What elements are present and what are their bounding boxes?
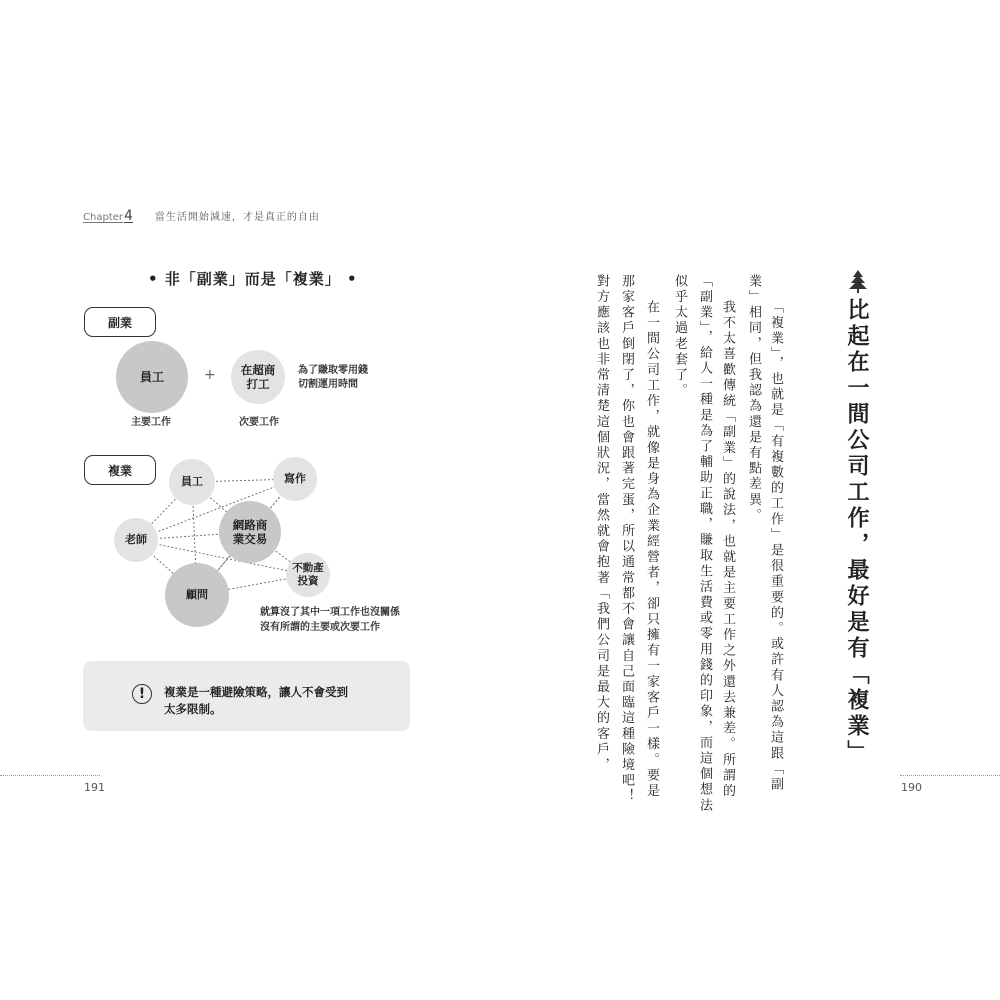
body-column-6: 在一間公司工作，就像是身為企業經營者，卻只擁有一家客戶一樣。要是: [644, 300, 659, 800]
note-text: 複業是一種避險策略，讓人不會受到 太多限制。: [164, 685, 348, 716]
section-title: • 非「副業」而是「複業」 •: [148, 270, 358, 288]
node-teacher-label: 老師: [125, 533, 147, 547]
node-employee: [169, 459, 215, 505]
secondary-job-label: 次要工作: [239, 417, 279, 428]
chapter-number: 4: [123, 208, 133, 224]
footer-dots-right: [900, 775, 1000, 776]
multi-job-caption: 就算沒了其中一項工作也沒關係 沒有所謂的主要或次要工作: [260, 607, 400, 633]
body-column-1: 「複業」，也就是「有複數的工作」是很重要的。或許有人認為這跟「副: [768, 300, 783, 793]
convenience-store-label: 在超商 打工: [240, 362, 276, 391]
chapter-section-title: 比起在一間公司工作，最好是有「複業」: [844, 298, 869, 766]
page-number-right: 190: [901, 781, 922, 794]
exclamation-icon: !: [132, 684, 152, 704]
body-column-5: 似乎太過老套了。: [672, 274, 687, 399]
node-writing-label: 寫作: [284, 472, 306, 486]
node-teacher: [114, 518, 158, 562]
body-column-7: 那家客戶倒閉了，你也會跟著完蛋，所以通常都不會讓自己面臨這種險境吧！: [619, 274, 634, 805]
body-column-8: 對方應該也非常清楚這個狀況，當然就會抱著「我們公司是最大的客戶，: [594, 274, 609, 774]
node-ecommerce: [219, 501, 281, 563]
node-consultant: [165, 563, 229, 627]
node-writing: [273, 457, 317, 501]
chapter-label: Chapter: [83, 212, 123, 223]
body-column-3: 我不太喜歡傳統「副業」的說法，也就是主要工作之外還去兼差。所謂的: [720, 300, 735, 800]
node-real-estate: [286, 553, 330, 597]
node-ecommerce-label: 網路商 業交易: [232, 517, 268, 546]
main-job-circle-label: 員工: [139, 369, 164, 384]
chapter-title: 當生活開始減速，才是真正的自由: [154, 212, 320, 223]
main-job-label: 主要工作: [131, 417, 171, 428]
footer-dots-left: [0, 775, 100, 776]
multi-job-tag: 複業: [84, 455, 156, 485]
page-number-left: 191: [84, 781, 105, 794]
side-job-note: 為了賺取零用錢 切割運用時間: [298, 365, 368, 390]
tree-icon: [847, 269, 869, 293]
node-employee-label: 員工: [181, 475, 203, 489]
body-column-2: 業」相同，但我認為還是有點差異。: [746, 274, 761, 524]
node-consultant-label: 顧問: [186, 588, 208, 602]
plus-sign: +: [204, 367, 216, 383]
body-column-4: 「副業」，給人一種是為了輔助正職，賺取生活費或零用錢的印象，而這個想法: [697, 274, 712, 814]
node-real-estate-label: 不動產 投資: [292, 561, 324, 587]
side-job-tag: 副業: [84, 307, 156, 337]
